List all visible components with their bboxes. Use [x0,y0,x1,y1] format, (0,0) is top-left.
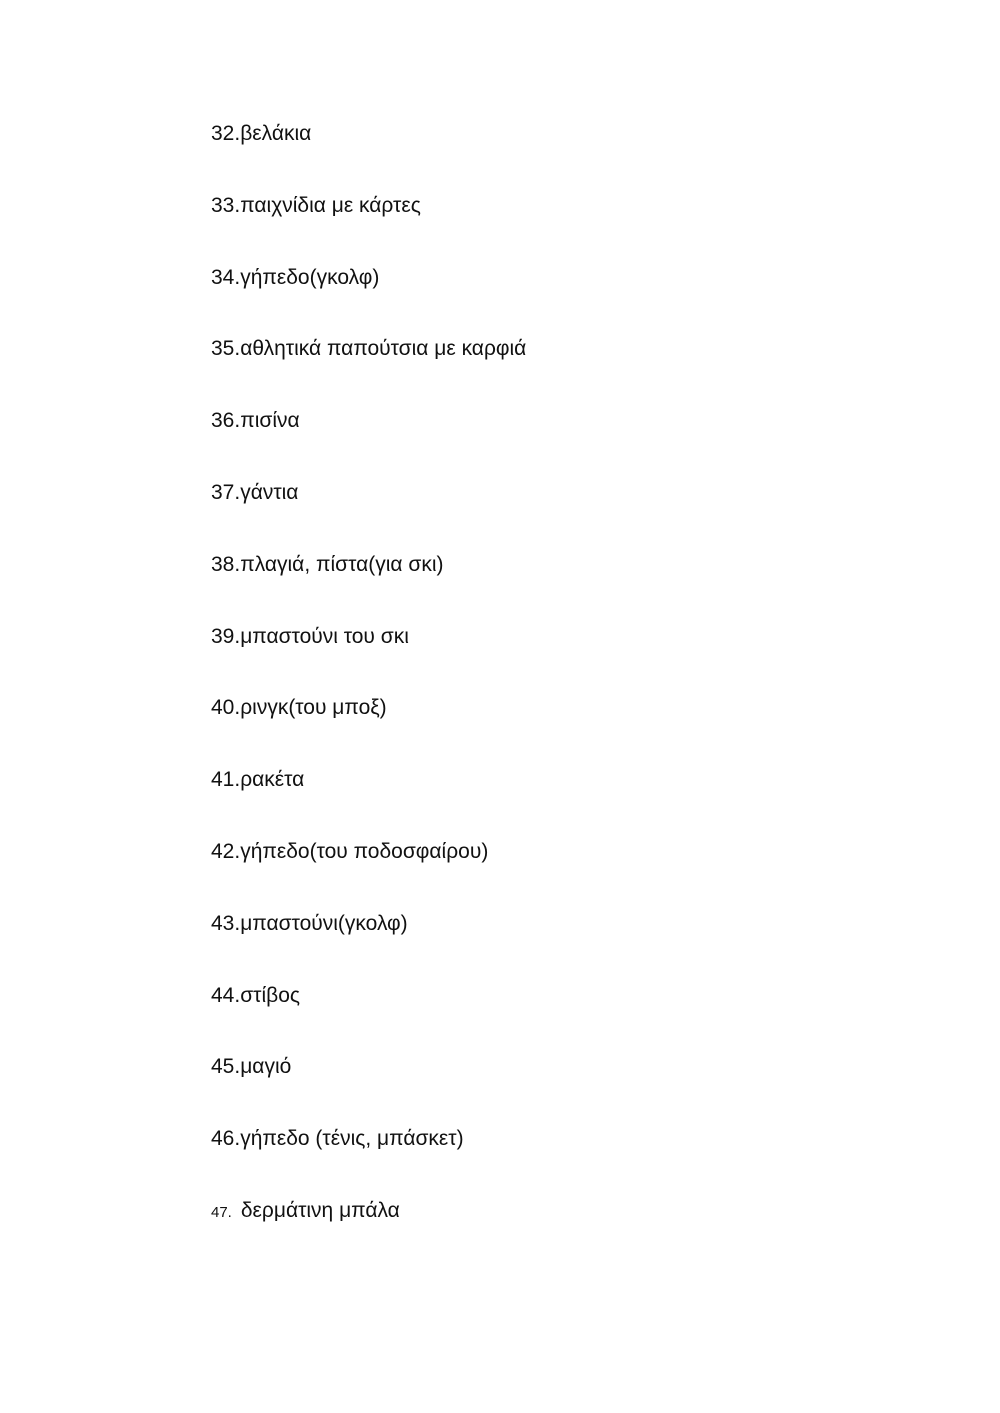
item-text: ρινγκ(του μποξ) [240,696,387,720]
list-item [211,549,526,621]
item-text: γήπεδο (τένις, μπάσκετ) [240,1127,464,1151]
list-item [211,118,526,190]
item-number: 41. [211,768,241,792]
item-number: 38. [211,552,241,576]
list-item [211,836,526,908]
item-number: 42. [211,839,241,863]
list-item [211,333,526,405]
item-text: γήπεδο(του ποδοσφαίρου) [240,839,489,863]
vocabulary-list [211,118,526,1267]
item-text: στίβος [240,983,301,1007]
item-text: μπαστούνι(γκολφ) [240,911,408,935]
list-item [211,908,526,980]
list-item [211,692,526,764]
item-number: 36. [211,409,241,433]
item-number: 39. [211,624,241,648]
list-item [211,1195,526,1267]
item-number: 35. [211,337,241,361]
item-text: δερμάτινη μπάλα [240,1198,400,1222]
list-item [211,477,526,549]
item-text: παιχνίδια με κάρτες [240,193,421,217]
item-number: 37. [211,480,241,504]
item-number: 33. [211,193,241,217]
item-text: γήπεδο(γκολφ) [240,265,380,289]
item-number: 43. [211,911,241,935]
list-item [211,764,526,836]
item-text: αθλητικά παπούτσια με καρφιά [240,337,527,361]
item-text: μπαστούνι του σκι [240,624,409,648]
item-text: μαγιό [240,1055,292,1079]
item-text: γάντια [240,480,299,504]
item-number: 34. [211,265,241,289]
list-item [211,1123,526,1195]
item-text: βελάκια [240,122,312,145]
list-item [211,621,526,693]
item-number: 32. [211,122,241,145]
item-number: 46. [211,1127,241,1151]
item-number: 40. [211,696,241,720]
item-number: 44. [211,983,241,1007]
item-text: πλαγιά, πίστα(για σκι) [240,552,444,576]
list-item [211,980,526,1052]
item-text: ρακέτα [240,768,305,792]
list-item [211,1051,526,1123]
list-item [211,190,526,262]
item-number: 45. [211,1055,241,1079]
item-text: πισίνα [240,409,300,433]
list-item [211,405,526,477]
list-item [211,262,526,334]
item-number: 47. [211,1203,232,1221]
